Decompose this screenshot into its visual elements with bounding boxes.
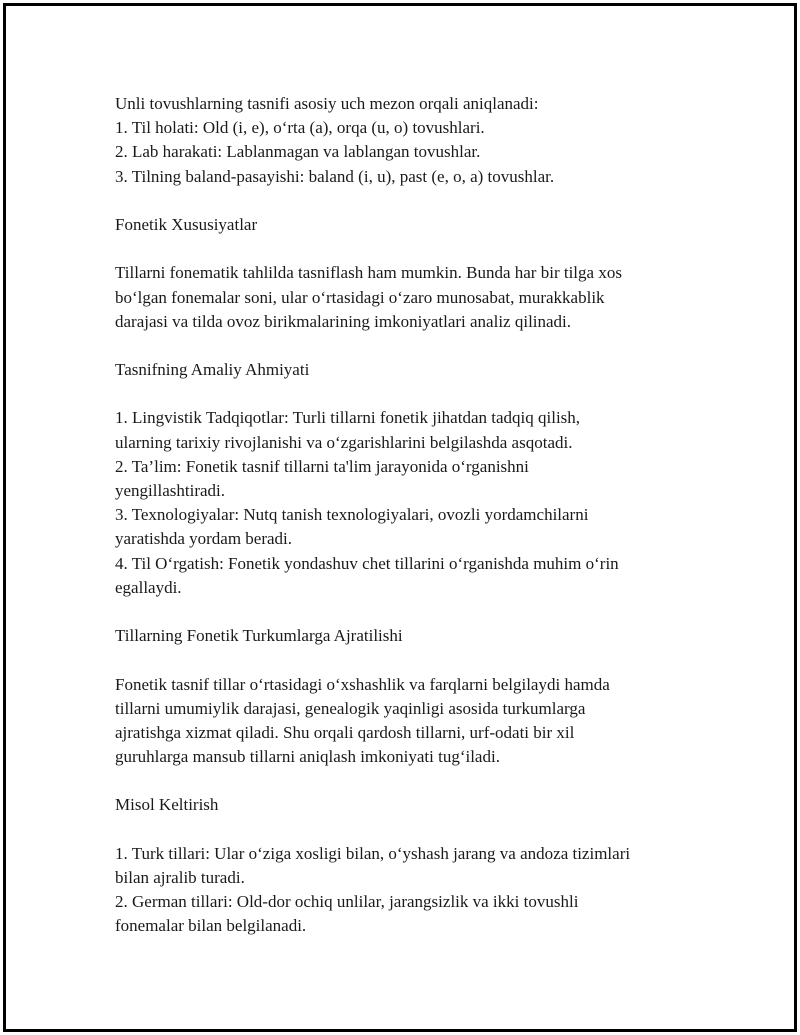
paragraph-line: bo‘lgan fonemalar soni, ular o‘rtasidagi o‘zaro munosabat, murakkablik [115,287,605,307]
paragraph-line: ularning tarixiy rivojlanishi va o‘zgarishlarini belgilashda asqotadi. [115,432,573,452]
paragraph-line: tillarni umumiylik darajasi, genealogik yaqinligi asosida turkumlarga [115,698,586,718]
paragraph-line: 3. Texnologiyalar: Nutq tanish texnologiyalari, ovozli yordamchilarni [115,505,589,525]
paragraph-line: 1. Lingvistik Tadqiqotlar: Turli tillarni fonetik jihatdan tadqiq qilish, [115,408,581,428]
paragraph-line: bilan ajralib turadi. [115,868,245,887]
paragraph-line: 2. German tillari: Old-dor ochiq unlilar, jarangsizlik va ikki tovushli [115,892,579,912]
paragraph-line: fonemalar bilan belgilanadi. [115,916,307,936]
paragraph-line: 2. Ta’lim: Fonetik tasnif tillarni ta'lim jarayonida o‘rganishni [115,456,529,476]
section-list [115,406,705,600]
paragraph-line: yengillashtiradi. [115,481,226,500]
intro-item: 1. Til holati: Old (i, e), o‘rta (a), orqa (u, o) tovushlari. [115,118,485,138]
section-heading: Fonetik Xususiyatlar [115,214,258,234]
document-body [115,92,705,939]
intro-item: 2. Lab harakati: Lablanmagan va lablangan tovushlar. [115,142,481,162]
section-heading: Tasnifning Amaliy Ahmiyati [115,360,310,380]
paragraph-line: Fonetik tasnif tillar o‘rtasidagi o‘xshashlik va farqlarni belgilaydi hamda [115,674,610,694]
paragraph-line: egallaydi. [115,577,182,597]
section-heading: Misol Keltirish [115,795,219,815]
paragraph-line: guruhlarga mansub tillarni aniqlash imkoniyati tug‘iladi. [115,747,500,767]
intro-lead: Unli tovushlarning tasnifi asosiy uch mezon orqali aniqlanadi: [115,94,539,113]
paragraph-line: 4. Til O‘rgatish: Fonetik yondashuv chet tillarini o‘rganishda muhim o‘rin [115,553,619,573]
intro-item: 3. Tilning baland-pasayishi: baland (i, u), past (e, o, a) tovushlar. [115,166,555,186]
paragraph-line: Tillarni fonematik tahlilda tasniflash ham mumkin. Bunda har bir tilga xos [115,263,622,283]
paragraph-line: ajratishga xizmat qiladi. Shu orqali qardosh tillarni, urf-odati bir xil [115,722,575,742]
section-paragraph [115,261,705,334]
section-paragraph [115,673,705,770]
section-list [115,842,705,939]
paragraph-line: 1. Turk tillari: Ular o‘ziga xosligi bilan, o‘yshash jarang va andoza tizimlari [115,843,631,863]
paragraph-line: yaratishda yordam beradi. [115,529,293,549]
paragraph-line: darajasi va tilda ovoz birikmalarining imkoniyatlari analiz qilinadi. [115,311,572,331]
intro-block [115,92,705,189]
section-heading: Tillarning Fonetik Turkumlarga Ajratilishi [115,626,403,646]
